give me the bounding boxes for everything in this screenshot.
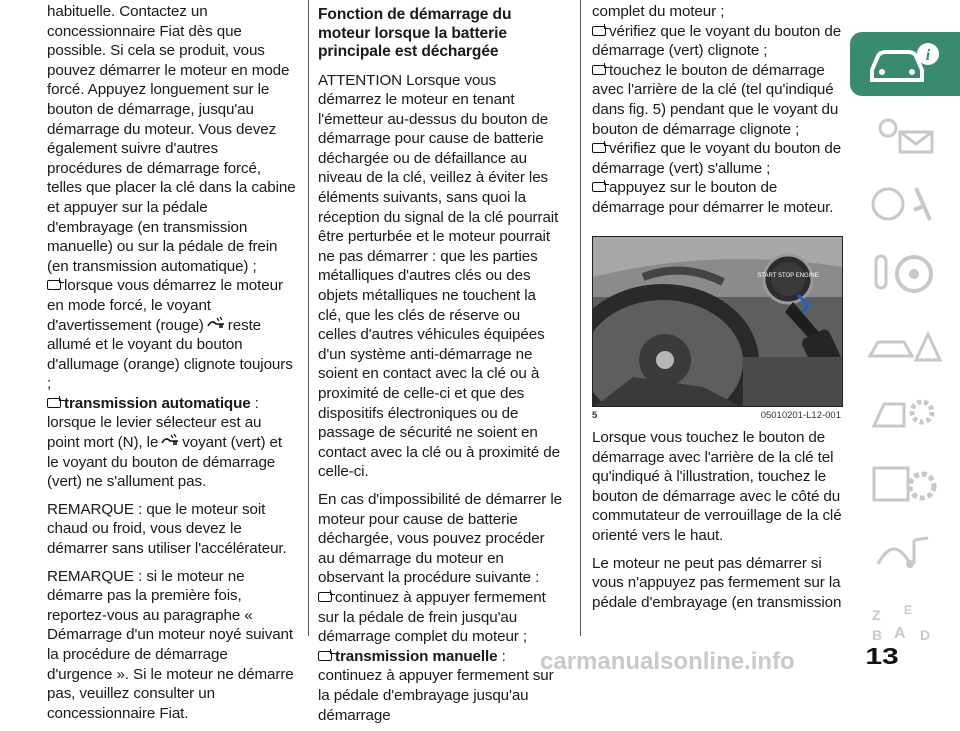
svg-text:Z: Z <box>872 607 881 623</box>
column-divider <box>580 0 581 636</box>
tab-starting-driving[interactable] <box>850 242 960 306</box>
tab-index[interactable] <box>850 592 960 646</box>
bullet-item: vérifiez que le voyant du bouton de démarrage (vert) s'allume ; <box>592 140 842 177</box>
tech-specs-icon <box>864 460 944 510</box>
bullet-item: vérifiez que le voyant du bouton de démarrage (vert) clignote ; <box>592 22 842 60</box>
car-info-icon <box>864 40 944 90</box>
watermark-logo: carmanualsonline.info <box>540 648 795 675</box>
tab-multimedia[interactable] <box>850 522 960 586</box>
tab-maintenance[interactable] <box>850 382 960 446</box>
figure-code: 05010201-L12-001 <box>760 410 841 421</box>
column-3 <box>592 2 842 218</box>
column-2 <box>318 2 562 725</box>
svg-text:E: E <box>904 603 913 617</box>
tab-safety[interactable] <box>850 172 960 236</box>
emergency-icon <box>864 320 944 370</box>
paragraph: Lorsque vous touchez le bouton de démarrage avec l'arrière de la clé tel qu'indiqué à l'illustration, touchez le bouton de démarrage avec le côté du commutateur de verrouillage de la clé orienté vers le haut. <box>592 429 842 544</box>
bullet-item: appuyez sur le bouton de démarrage pour démarrer le moteur. <box>592 179 834 216</box>
service-icon <box>864 390 944 440</box>
bullet-icon <box>47 398 61 408</box>
page-number: 13 <box>865 643 899 670</box>
chapter-sidebar <box>850 32 960 643</box>
figure-photo-start-button <box>592 236 843 407</box>
key-steering-icon <box>864 250 944 300</box>
bullet-icon <box>318 592 332 602</box>
multimedia-icon <box>864 530 944 580</box>
svg-text:B: B <box>872 627 883 643</box>
tab-vehicle-info[interactable] <box>850 32 960 96</box>
column-1 <box>47 2 297 731</box>
paragraph: Le moteur ne peut pas démarrer si vous n'appuyez pas fermement sur la pédale d'embrayage (en transmission <box>592 554 842 611</box>
warning-lights-icon <box>864 110 944 160</box>
warning-lamp-icon <box>206 316 226 332</box>
bullet-icon <box>592 143 606 153</box>
paragraph: REMARQUE : que le moteur soit chaud ou froid, vous devez le démarrer sans utiliser l'accélérateur. <box>47 500 287 558</box>
figure-number: 5 <box>592 410 598 421</box>
bullet-icon <box>592 26 606 36</box>
safety-icon <box>864 180 944 230</box>
bullet-item: transmission manuelle : continuez à appuyer fermement sur la pédale d'embrayage jusqu'au démarrage <box>318 647 554 724</box>
tab-emergency[interactable] <box>850 312 960 376</box>
bullet-icon <box>592 182 606 192</box>
paragraph: REMARQUE : si le moteur ne démarre pas la première fois, reportez-vous au paragraphe « Démarrage d'un moteur noyé suivant la procédure de démarrage d'urgence ». Si le moteur ne démarre pas, veuillez consulter un concessionnaire Fiat. <box>47 567 294 722</box>
start-button-label: START STOP ENGINE <box>757 273 819 279</box>
figure-caption <box>592 410 843 421</box>
bullet-item: transmission automatique : lorsque le levier sélecteur est au point mort (N), le voyant (vert) et le voyant du bouton de démarrage (vert) ne s'allument pas. <box>47 394 282 491</box>
tab-technical-data[interactable] <box>850 452 960 516</box>
svg-text:A: A <box>894 625 906 642</box>
bullet-item: lorsque vous démarrez le moteur en mode forcé, le voyant d'avertissement (rouge) reste allumé et le voyant du bouton d'allumage (orange) clignote toujours ; <box>47 277 293 393</box>
paragraph: En cas d'impossibilité de démarrer le moteur pour cause de batterie déchargée, vous pouvez procéder au démarrage du moteur en observant la procédure suivante : <box>318 490 562 587</box>
column-divider <box>308 0 309 636</box>
paragraph: habituelle. Contactez un concessionnaire Fiat dès que possible. Si cela se produit, vous pouvez démarrer le moteur en mode forcé. Appuyez longuement sur le bouton de démarrage, jusqu'au démarrage du moteur. Vous devez également suivre d'autres procédures de démarrage forcé, telles que placer la clé dans la cabine et appuyer sur la pédale d'embrayage (en transmission manuelle) ou sur la pédale de frein (en transmission automatique) ; <box>47 3 296 275</box>
tab-lights-messages[interactable] <box>850 102 960 166</box>
bullet-icon <box>47 280 61 290</box>
bullet-icon <box>318 651 332 661</box>
bullet-item: touchez le bouton de démarrage avec l'arrière de la clé (tel qu'indiqué dans fig. 5) pendant que le voyant du bouton de démarrage clignote ; <box>592 61 839 138</box>
key-indicator-icon <box>160 433 180 449</box>
column-3-lower <box>592 428 842 612</box>
svg-text:D: D <box>920 627 931 643</box>
section-heading: Fonction de démarrage du moteur lorsque la batterie principale est déchargée <box>318 6 512 60</box>
bullet-icon <box>592 65 606 75</box>
bullet-item: continuez à appuyer fermement sur la pédale de frein jusqu'au démarrage complet du moteur ; <box>318 588 546 646</box>
paragraph: ATTENTION Lorsque vous démarrez le moteur en tenant l'émetteur au-dessus du bouton de démarrage pour cause de batterie déchargée ou de défaillance au niveau de la clé, veillez à éviter les éléments suivants, sans quoi la réception du signal de la clé pourrait être perturbée et le moteur pourrait ne pas démarrer : que les parties métalliques d'autres clés ou des objets métalliques ne touchent la clé, que les clés de réserve ou celles d'autres véhicules équipées d'un système anti-démarrage ne soient en contact avec la clé ou à proximité de celle-ci et que des dispositifs électroniques ou de passage de sécurité ne soient en contact avec la clé ou à proximité de celle-ci. <box>318 71 560 481</box>
index-icon <box>864 600 944 646</box>
paragraph: complet du moteur ; <box>592 3 725 20</box>
svg-text:i: i <box>925 47 931 64</box>
